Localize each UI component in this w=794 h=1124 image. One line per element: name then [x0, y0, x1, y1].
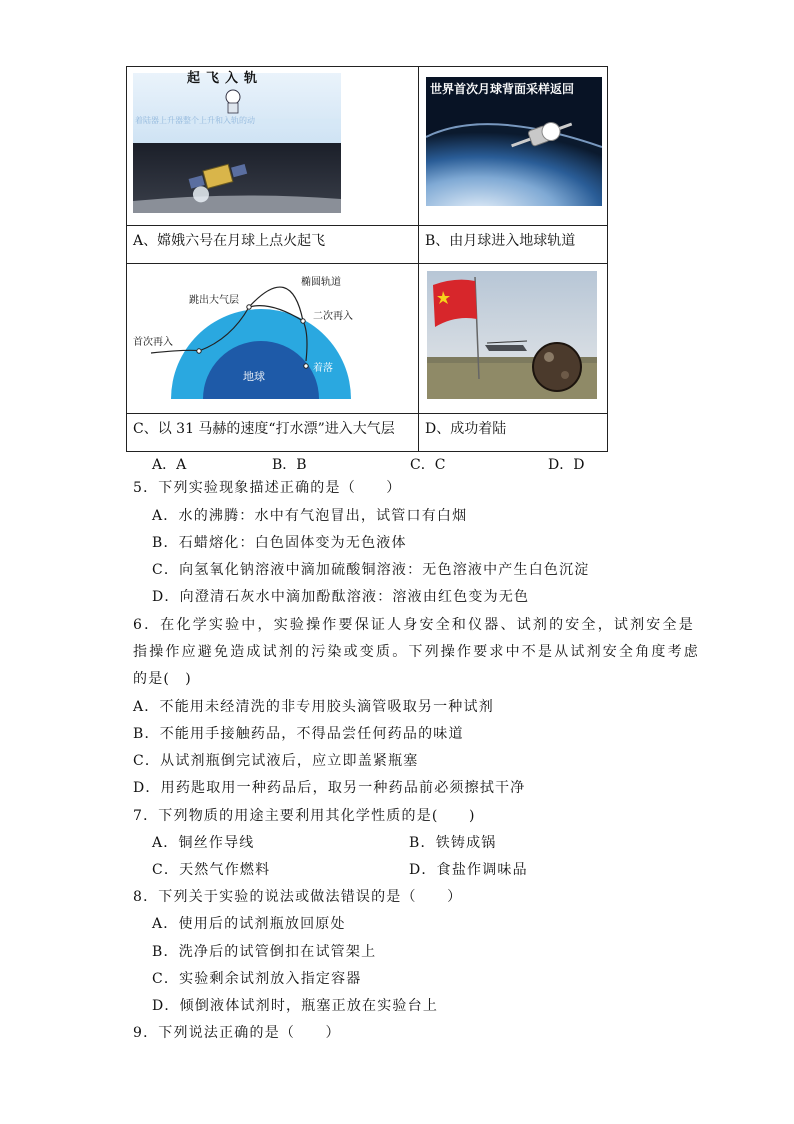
question-9-stem: 9．下列说法正确的是（ ）: [133, 1025, 341, 1041]
q5-option-c[interactable]: C．向氢氧化钠溶液中滴加硫酸铜溶液：无色溶液中产生白色沉淀: [152, 562, 590, 578]
q6-option-d[interactable]: D．用药匙取用一种药品后，取另一种药品前必须擦拭干净: [133, 780, 526, 796]
question-7-stem: 7．下列物质的用途主要利用其化学性质的是( ): [133, 808, 476, 824]
image-subtitle: 着陆器上升器整个上升和入轨的动: [135, 116, 255, 125]
q5-option-a[interactable]: A．水的沸腾：水中有气泡冒出，试管口有白烟: [152, 508, 468, 524]
landing-image: [427, 271, 597, 399]
question-6-stem-line: 的是( ): [133, 671, 192, 687]
q5-option-d[interactable]: D．向澄清石灰水中滴加酚酞溶液：溶液由红色变为无色: [152, 589, 530, 605]
label-first-entry: 首次再入: [133, 337, 173, 348]
question-6-stem-line: 指操作应避免造成试剂的污染或变质。下列操作要求中不是从试剂安全角度考虑: [133, 644, 700, 660]
q6-option-a[interactable]: A．不能用未经清洗的非专用胶头滴管吸取另一种试剂: [133, 699, 494, 715]
q4-choices: [0, 454, 794, 474]
label-second-entry: 二次再入: [313, 311, 353, 322]
q8-option-c[interactable]: C．实验剩余试剂放入指定容器: [152, 971, 362, 987]
q8-option-b[interactable]: B．洗净后的试管倒扣在试管架上: [152, 944, 377, 960]
question-6-stem-line: 6．在化学实验中，实验操作要保证人身安全和仪器、试剂的安全，试剂安全是: [133, 617, 695, 633]
choice-d[interactable]: D．D: [548, 457, 585, 473]
q6-option-c[interactable]: C．从试剂瓶倒完试液后，应立即盖紧瓶塞: [133, 753, 419, 769]
option-b-caption: B、由月球进入地球轨道: [425, 233, 576, 249]
launch-image: [133, 73, 341, 213]
q8-option-d[interactable]: D．倾倒液体试剂时，瓶塞正放在实验台上: [152, 998, 439, 1014]
option-c-caption: C、以 31 马赫的速度“打水漂”进入大气层: [133, 421, 395, 437]
question-8-stem: 8．下列关于实验的说法或做法错误的是（ ）: [133, 889, 463, 905]
choice-c[interactable]: C．C: [410, 457, 446, 473]
choice-a[interactable]: A．A: [152, 457, 187, 473]
q7-option-a[interactable]: A．铜丝作导线: [152, 835, 255, 851]
option-d-caption: D、成功着陆: [425, 421, 507, 437]
table-divider: [418, 67, 419, 451]
q6-option-b[interactable]: B．不能用手接触药品，不得品尝任何药品的味道: [133, 726, 464, 742]
q7-option-c[interactable]: C．天然气作燃料: [152, 862, 271, 878]
table-divider: [127, 263, 607, 264]
question-5-stem: 5．下列实验现象描述正确的是（ ）: [133, 480, 402, 496]
option-table: [126, 66, 608, 452]
q5-option-b[interactable]: B．石蜡熔化：白色固体变为无色液体: [152, 535, 407, 551]
label-earth: 地球: [243, 370, 265, 383]
q8-option-a[interactable]: A．使用后的试剂瓶放回原处: [152, 916, 346, 932]
label-ellipse-orbit: 椭圆轨道: [301, 277, 341, 288]
choice-b[interactable]: B．B: [272, 457, 307, 473]
table-divider: [127, 413, 607, 414]
image-title: 起飞入轨: [187, 71, 264, 86]
table-divider: [127, 225, 607, 226]
image-title: 世界首次月球背面采样返回: [430, 82, 575, 96]
label-landing: 着落: [313, 363, 333, 374]
q7-option-b[interactable]: B．铁铸成锅: [409, 835, 497, 851]
q7-option-d[interactable]: D．食盐作调味品: [409, 862, 528, 878]
label-skip-out: 跳出大气层: [189, 295, 239, 306]
option-a-caption: A、嫦娥六号在月球上点火起飞: [133, 233, 326, 249]
